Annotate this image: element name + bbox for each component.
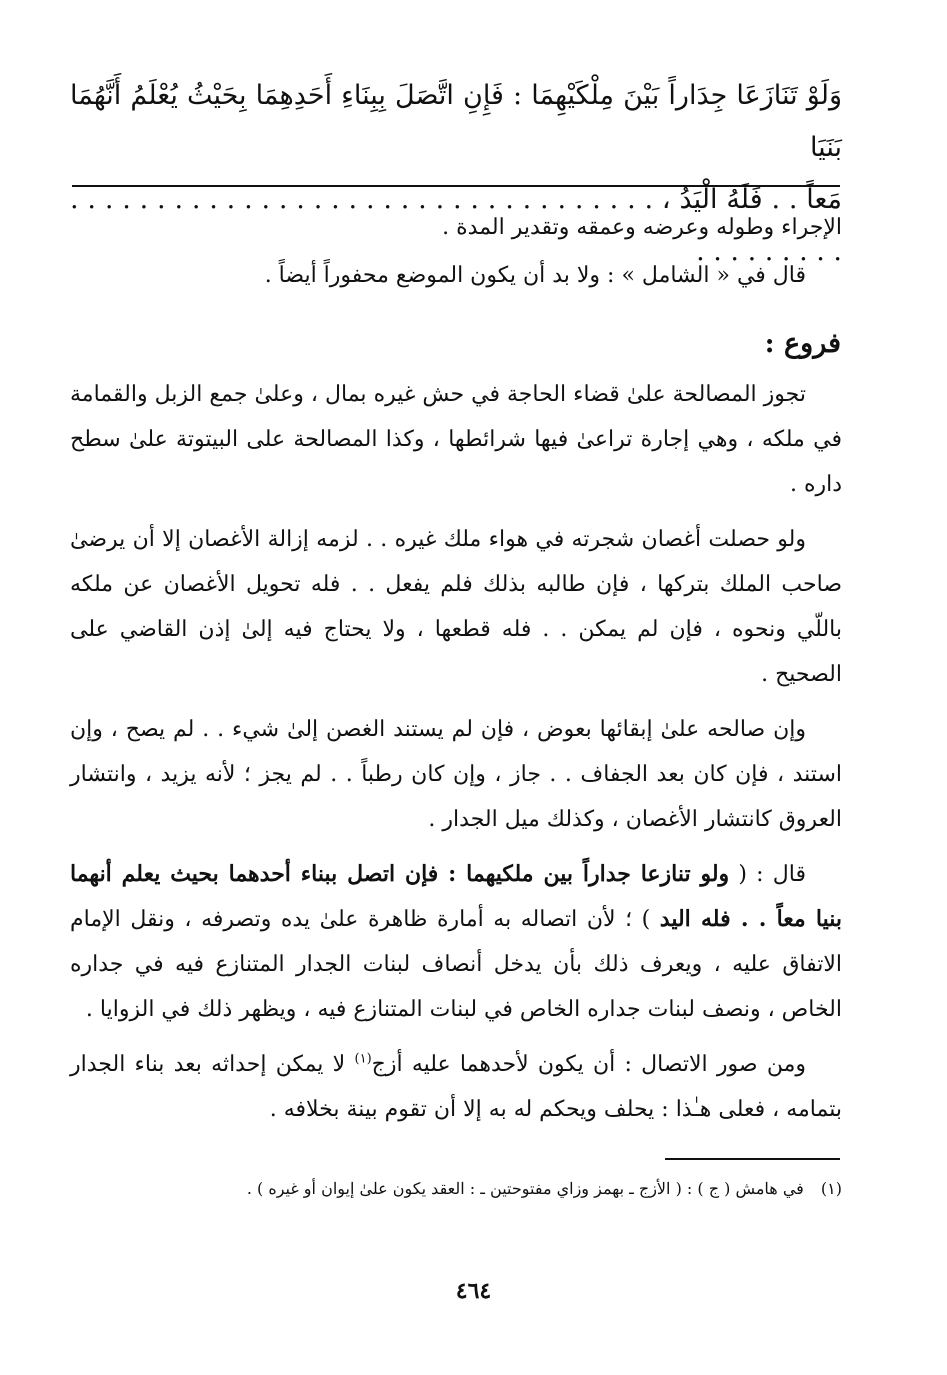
sharh-line-1: الإجراء وطوله وعرضه وعمقه وتقدير المدة . [442,215,842,240]
commentary-body [70,372,842,1142]
paragraph-5-after: لا يمكن إحداثه بعد بناء الجدار بتمامه ، فعلى هـٰذا : يحلف ويحكم له به إلا أن تقوم بينة بخلافه . [70,1052,842,1122]
paragraph-4 [70,852,842,1032]
paragraph-5-before: ومن صور الاتصال : أن يكون لأحدهما عليه أزج [371,1052,807,1077]
footnote-separator-rule [665,1158,840,1160]
matn-dots: . . . . . . . . . . . . . . . . . . . . . . . . . . . . . . . . . . . . . . . . . . . [70,184,842,267]
matn-separator-rule [72,185,840,187]
paragraph-3: وإن صالحه علىٰ إبقائها بعوض ، فإن لم يستند الغصن إلىٰ شيء . . لم يصح ، وإن استند ، فإن كان بعد الجفاف . . جاز ، وإن كان رطباً . . لم يجز ؛ لأنه يزيد ، وانتشار العروق كانتشار الأغصان ، وكذلك ميل الجدار . [70,717,842,832]
paragraph-4-suffix: ) ؛ لأن اتصاله به أمارة ظاهرة علىٰ يده وتصرفه ، ونقل الإمام الاتفاق عليه ، ويعرف ذلك بأن يدخل أنصاف لبنات الجدار المتنازع فيه في جداره الخاص ، ونصف لبنات جداره الخاص في لبنات المتنازع فيه ، ويظهر ذلك في الزوايا . [70,907,842,1022]
page-number: ٤٦٤ [455,1278,492,1304]
matn-line-1: وَلَوْ تَنَازَعَا جِدَاراً بَيْنَ مِلْكَيْهِمَا : فَإِنِ اتَّصَلَ بِبِنَاءِ أَحَدِهِمَا بِحَيْثُ يُعْلَمُ أَنَّهُمَا بَنَيَا [70,80,842,163]
paragraph-4-quoted-matn: ولو تنازعا جداراً بين ملكيهما : فإن اتصل ببناء أحدهما بحيث يعلم أنهما بنيا معاً . . فله اليد [70,861,843,932]
paragraph-5 [70,1042,842,1132]
sharh-line-2: قال في « الشامل » : ولا بد أن يكون الموضع محفوراً أيضاً . [264,263,806,288]
footnote-text: في هامش ( ج ) : ( الأزج ـ بهمز وزاي مفتوحتين ـ : العقد يكون علىٰ إيوان أو غيره ) . [246,1179,804,1198]
section-heading: فروع : [764,328,841,359]
footnote-number: (١) [820,1179,842,1198]
paragraph-4-prefix: قال : ( [738,862,806,887]
paragraph-1: تجوز المصالحة علىٰ قضاء الحاجة في حش غيره بمال ، وعلىٰ جمع الزبل والقمامة في ملكه ، وهي إجارة تراعىٰ فيها شرائطها ، وكذا المصالحة على البيتوتة علىٰ سطح داره . [70,382,842,497]
sharh-continuation [70,204,842,300]
footnote-reference: (١) [354,1051,372,1067]
paragraph-2: ولو حصلت أغصان شجرته في هواء ملك غيره . . لزمه إزالة الأغصان إلا أن يرضىٰ صاحب الملك بتركها ، فإن طالبه بذلك فلم يفعل . . فله تحويل الأغصان عن ملكه باللّي ونحوه ، فإن لم يمكن . . فله قطعها ، ولا يحتاج فيه إلىٰ إذن القاضي على الصحيح . [70,527,842,687]
matn-line-2-text: مَعاً . . فَلَهُ الْيَدُ ، [661,184,842,215]
footnote [70,1176,842,1202]
